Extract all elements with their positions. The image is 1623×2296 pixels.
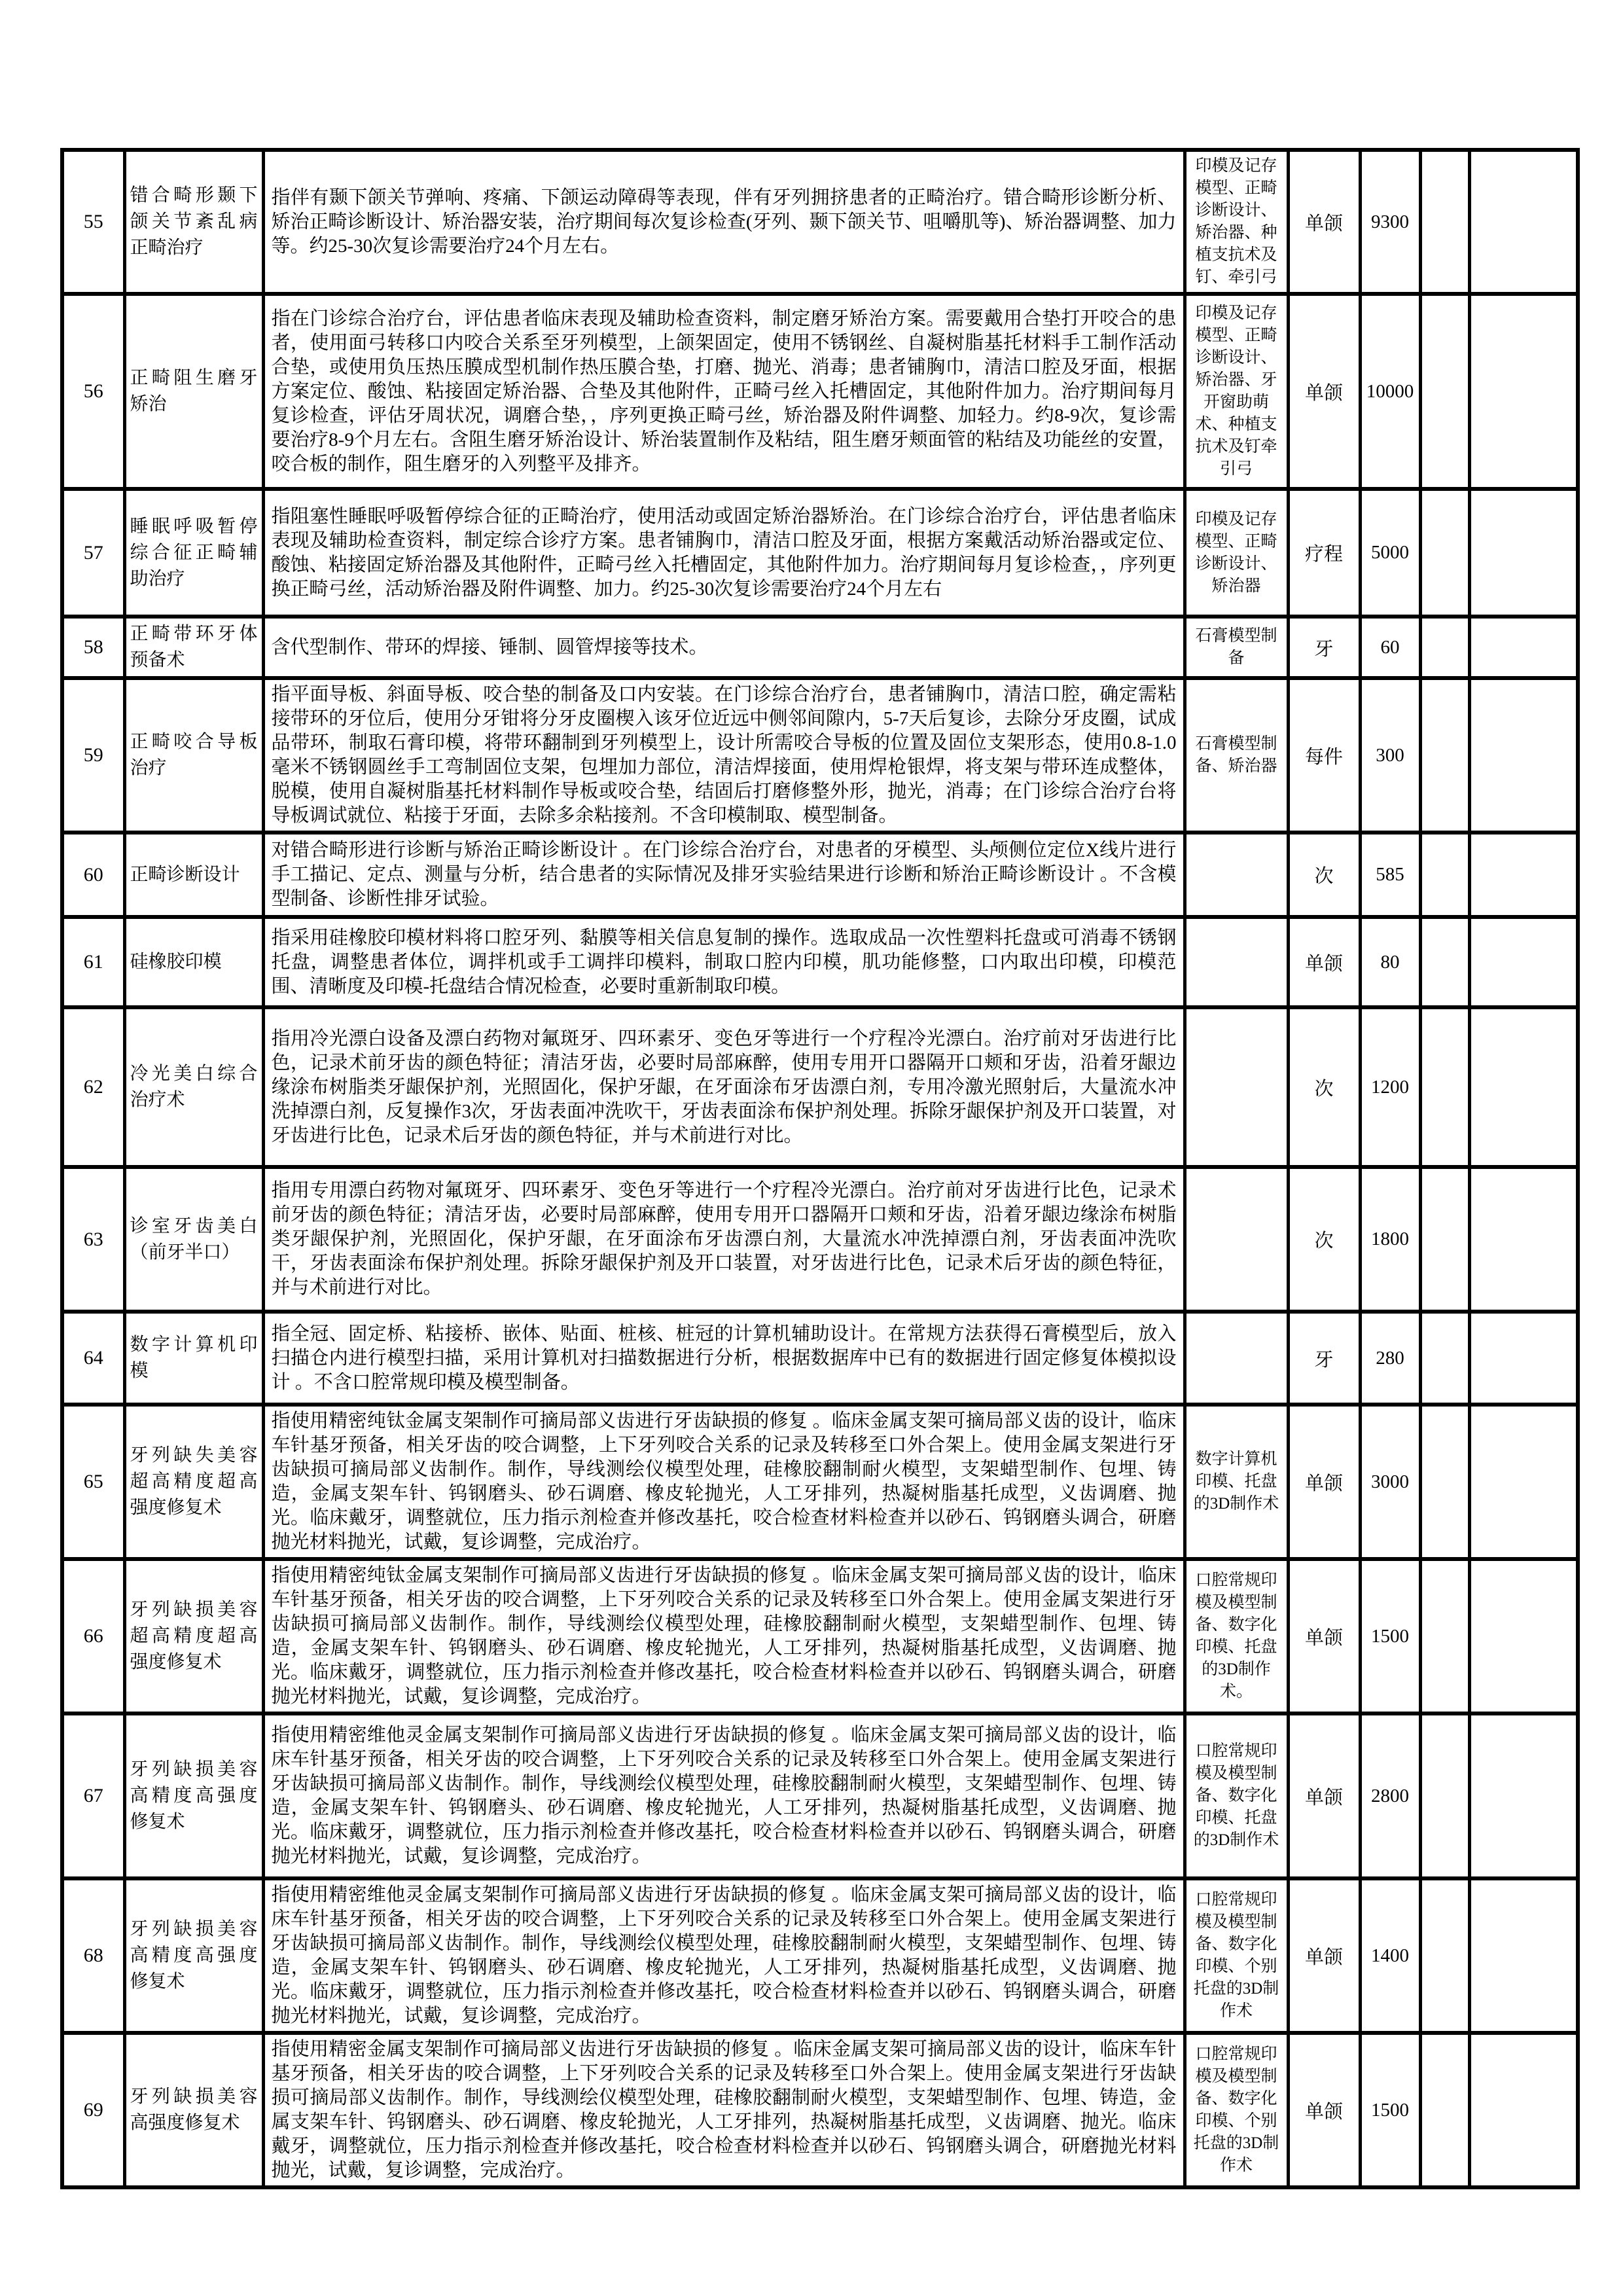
item-name-cell: 睡眠呼吸暂停综合征正畸辅助治疗 <box>124 489 263 617</box>
empty-cell <box>1420 1167 1469 1312</box>
item-name-cell: 牙列缺损美容高精度高强度修复术 <box>124 1713 263 1878</box>
empty-cell <box>1469 489 1578 617</box>
empty-cell <box>1420 1007 1469 1167</box>
empty-cell <box>1420 2033 1469 2187</box>
description-cell: 指用冷光漂白设备及漂白药物对氟斑牙、四环素牙、变色牙等进行一个疗程冷光漂白。治疗前对牙齿进行比色，记录术前牙齿的颜色特征；清洁牙齿，必要时局部麻醉，使用专用开口器隔开口颊和牙齿，沿着牙龈边缘涂布树脂类牙龈保护剂，光照固化，保护牙龈，在牙面涂布牙齿漂白剂，专用冷激光照射后，大量流水冲洗掉漂白剂，反复操作3次，牙齿表面冲洗吹干，牙齿表面涂布保护剂处理。拆除牙龈保护剂及开口装置，对牙齿进行比色，记录术后牙齿的颜色特征，并与术前进行对比。 <box>263 1007 1185 1167</box>
table-row <box>62 2033 1578 2187</box>
row-number-cell: 68 <box>62 1878 124 2033</box>
excluded-cell <box>1185 1007 1288 1167</box>
table-body <box>62 150 1578 2187</box>
table-row <box>62 1007 1578 1167</box>
table-row <box>62 1167 1578 1312</box>
empty-cell <box>1469 1713 1578 1878</box>
price-cell: 80 <box>1360 917 1420 1007</box>
item-name-cell: 冷光美白综合治疗术 <box>124 1007 263 1167</box>
price-cell: 1800 <box>1360 1167 1420 1312</box>
description-cell: 指使用精密金属支架制作可摘局部义齿进行牙齿缺损的修复 。临床金属支架可摘局部义齿的设计，临床车针基牙预备，相关牙齿的咬合调整，上下牙列咬合关系的记录及转移至口外合架上。使用金属支架进行牙齿缺损可摘局部义齿制作。制作，导线测绘仪模型处理，硅橡胶翻制耐火模型，支架蜡型制作、包埋、铸造，金属支架车针、钨钢磨头、砂石调磨、橡皮轮抛光，人工牙排列，热凝树脂基托成型，义齿调磨、抛光。临床戴牙，调整就位，压力指示剂检查并修改基托，咬合检查材料检查并以砂石、钨钢磨头调合，研磨抛光材料抛光，试戴，复诊调整，完成治疗。 <box>263 2033 1185 2187</box>
price-cell: 10000 <box>1360 294 1420 489</box>
row-number-cell: 59 <box>62 678 124 833</box>
row-number-cell: 62 <box>62 1007 124 1167</box>
table-row <box>62 150 1578 294</box>
row-number-cell: 61 <box>62 917 124 1007</box>
empty-cell <box>1469 294 1578 489</box>
unit-cell: 次 <box>1288 1007 1360 1167</box>
unit-cell: 单颌 <box>1288 917 1360 1007</box>
price-cell: 3000 <box>1360 1405 1420 1559</box>
table-row <box>62 489 1578 617</box>
description-cell: 含代型制作、带环的焊接、锤制、圆管焊接等技术。 <box>263 617 1185 678</box>
unit-cell: 单颌 <box>1288 150 1360 294</box>
price-cell: 1200 <box>1360 1007 1420 1167</box>
excluded-cell: 数字计算机印模、托盘的3D制作术 <box>1185 1405 1288 1559</box>
price-cell: 5000 <box>1360 489 1420 617</box>
table-row <box>62 294 1578 489</box>
empty-cell <box>1420 617 1469 678</box>
table-row <box>62 1405 1578 1559</box>
excluded-cell: 印模及记存模型、正畸诊断设计、矫治器、种植支抗术及钉、牵引弓 <box>1185 150 1288 294</box>
empty-cell <box>1420 1713 1469 1878</box>
unit-cell: 牙 <box>1288 617 1360 678</box>
description-cell: 指伴有颞下颌关节弹响、疼痛、下颌运动障碍等表现，伴有牙列拥挤患者的正畸治疗。错合畸形诊断分析、矫治正畸诊断设计、矫治器安装，治疗期间每次复诊检查(牙列、颞下颌关节、咀嚼肌等)、矫治器调整、加力等。约25-30次复诊需要治疗24个月左右。 <box>263 150 1185 294</box>
excluded-cell <box>1185 833 1288 917</box>
price-cell: 585 <box>1360 833 1420 917</box>
item-name-cell: 数字计算机印模 <box>124 1312 263 1405</box>
row-number-cell: 58 <box>62 617 124 678</box>
description-cell: 指平面导板、斜面导板、咬合垫的制备及口内安装。在门诊综合治疗台，患者铺胸巾，清洁口腔，确定需粘接带环的牙位后，使用分牙钳将分牙皮圈楔入该牙位近远中侧邻间隙内，5-7天后复诊，去除分牙皮圈，试成品带环，制取石膏印模，将带环翻制到牙列模型上，设计所需咬合导板的位置及固位支架形态，使用0.8-1.0毫米不锈钢圆丝手工弯制固位支架，包埋加力部位，清洁焊接面，使用焊枪银焊，将支架与带环连成整体，脱模，使用自凝树脂基托材料制作导板或咬合垫，结固后打磨修整外形，抛光，消毒；在门诊综合治疗台将导板调试就位、粘接于牙面，去除多余粘接剂。不含印模制取、模型制备。 <box>263 678 1185 833</box>
empty-cell <box>1469 2033 1578 2187</box>
empty-cell <box>1469 917 1578 1007</box>
row-number-cell: 69 <box>62 2033 124 2187</box>
table-row <box>62 1312 1578 1405</box>
row-number-cell: 63 <box>62 1167 124 1312</box>
table-row <box>62 1559 1578 1713</box>
empty-cell <box>1420 678 1469 833</box>
description-cell: 指使用精密维他灵金属支架制作可摘局部义齿进行牙齿缺损的修复 。临床金属支架可摘局部义齿的设计，临床车针基牙预备，相关牙齿的咬合调整，上下牙列咬合关系的记录及转移至口外合架上。使用金属支架进行牙齿缺损可摘局部义齿制作。制作，导线测绘仪模型处理，硅橡胶翻制耐火模型，支架蜡型制作、包埋、铸造，金属支架车针、钨钢磨头、砂石调磨、橡皮轮抛光，人工牙排列，热凝树脂基托成型，义齿调磨、抛光。临床戴牙，调整就位，压力指示剂检查并修改基托，咬合检查材料检查并以砂石、钨钢磨头调合，研磨抛光材料抛光，试戴，复诊调整，完成治疗。 <box>263 1713 1185 1878</box>
price-cell: 280 <box>1360 1312 1420 1405</box>
excluded-cell: 石膏模型制备 <box>1185 617 1288 678</box>
item-name-cell: 正畸诊断设计 <box>124 833 263 917</box>
price-cell: 1500 <box>1360 2033 1420 2187</box>
unit-cell: 次 <box>1288 1167 1360 1312</box>
description-cell: 指采用硅橡胶印模材料将口腔牙列、黏膜等相关信息复制的操作。选取成品一次性塑料托盘或可消毒不锈钢托盘，调整患者体位，调拌机或手工调拌印模料，制取口腔内印模，肌功能修整，口内取出印模，印模范围、清晰度及印模-托盘结合情况检查，必要时重新制取印模。 <box>263 917 1185 1007</box>
price-cell: 2800 <box>1360 1713 1420 1878</box>
empty-cell <box>1469 1007 1578 1167</box>
item-name-cell: 硅橡胶印模 <box>124 917 263 1007</box>
empty-cell <box>1420 1559 1469 1713</box>
unit-cell: 单颌 <box>1288 1878 1360 2033</box>
description-cell: 指全冠、固定桥、粘接桥、嵌体、贴面、桩核、桩冠的计算机辅助设计。在常规方法获得石膏模型后，放入扫描仓内进行模型扫描，采用计算机对扫描数据进行分析，根据数据库中已有的数据进行固定修复体模拟设计 。不含口腔常规印模及模型制备。 <box>263 1312 1185 1405</box>
description-cell: 指使用精密纯钛金属支架制作可摘局部义齿进行牙齿缺损的修复 。临床金属支架可摘局部义齿的设计，临床车针基牙预备，相关牙齿的咬合调整，上下牙列咬合关系的记录及转移至口外合架上。使用金属支架进行牙齿缺损可摘局部义齿制作。制作，导线测绘仪模型处理，硅橡胶翻制耐火模型，支架蜡型制作、包埋、铸造，金属支架车针、钨钢磨头、砂石调磨、橡皮轮抛光，人工牙排列，热凝树脂基托成型，义齿调磨、抛光。临床戴牙，调整就位，压力指示剂检查并修改基托，咬合检查材料检查并以砂石、钨钢磨头调合，研磨抛光材料抛光，试戴，复诊调整，完成治疗。 <box>263 1405 1185 1559</box>
item-name-cell: 牙列缺失美容超高精度超高强度修复术 <box>124 1405 263 1559</box>
empty-cell <box>1469 1878 1578 2033</box>
row-number-cell: 57 <box>62 489 124 617</box>
row-number-cell: 56 <box>62 294 124 489</box>
price-cell: 1400 <box>1360 1878 1420 2033</box>
excluded-cell <box>1185 1312 1288 1405</box>
item-name-cell: 正畸带环牙体预备术 <box>124 617 263 678</box>
table-row <box>62 917 1578 1007</box>
item-name-cell: 正畸阻生磨牙矫治 <box>124 294 263 489</box>
description-cell: 指使用精密纯钛金属支架制作可摘局部义齿进行牙齿缺损的修复 。临床金属支架可摘局部义齿的设计，临床车针基牙预备，相关牙齿的咬合调整，上下牙列咬合关系的记录及转移至口外合架上。使用金属支架进行牙齿缺损可摘局部义齿制作。制作，导线测绘仪模型处理，硅橡胶翻制耐火模型，支架蜡型制作、包埋、铸造，金属支架车针、钨钢磨头、砂石调磨、橡皮轮抛光，人工牙排列，热凝树脂基托成型，义齿调磨、抛光。临床戴牙，调整就位，压力指示剂检查并修改基托，咬合检查材料检查并以砂石、钨钢磨头调合，研磨抛光材料抛光，试戴，复诊调整，完成治疗。 <box>263 1559 1185 1713</box>
excluded-cell: 口腔常规印模及模型制备、数字化印模、托盘的3D制作术 <box>1185 1713 1288 1878</box>
row-number-cell: 55 <box>62 150 124 294</box>
item-name-cell: 牙列缺损美容超高精度超高强度修复术 <box>124 1559 263 1713</box>
empty-cell <box>1469 1405 1578 1559</box>
empty-cell <box>1420 1878 1469 2033</box>
unit-cell: 每件 <box>1288 678 1360 833</box>
unit-cell: 单颌 <box>1288 1713 1360 1878</box>
description-cell: 指使用精密维他灵金属支架制作可摘局部义齿进行牙齿缺损的修复 。临床金属支架可摘局部义齿的设计，临床车针基牙预备，相关牙齿的咬合调整，上下牙列咬合关系的记录及转移至口外合架上。使用金属支架进行牙齿缺损可摘局部义齿制作。制作，导线测绘仪模型处理，硅橡胶翻制耐火模型，支架蜡型制作、包埋、铸造，金属支架车针、钨钢磨头、砂石调磨、橡皮轮抛光，人工牙排列，热凝树脂基托成型，义齿调磨、抛光。临床戴牙，调整就位，压力指示剂检查并修改基托，咬合检查材料检查并以砂石、钨钢磨头调合，研磨抛光材料抛光，试戴，复诊调整，完成治疗。 <box>263 1878 1185 2033</box>
empty-cell <box>1420 489 1469 617</box>
excluded-cell: 印模及记存模型、正畸诊断设计、矫治器、牙开窗助萌术、种植支抗术及钉牵引弓 <box>1185 294 1288 489</box>
table-row <box>62 1878 1578 2033</box>
empty-cell <box>1469 150 1578 294</box>
empty-cell <box>1469 617 1578 678</box>
description-cell: 指在门诊综合治疗台，评估患者临床表现及辅助检查资料，制定磨牙矫治方案。需要戴用合垫打开咬合的患者，使用面弓转移口内咬合关系至牙列模型，上颌架固定，使用不锈钢丝、自凝树脂基托材料手工制作活动合垫，或使用负压热压膜成型机制作热压膜合垫，打磨、抛光、消毒；患者铺胸巾，清洁口腔及牙面，根据方案定位、酸蚀、粘接固定矫治器、合垫及其他附件，正畸弓丝入托槽固定，其他附件加力。治疗期间每月复诊检查，评估牙周状况，调磨合垫，，序列更换正畸弓丝，矫治器及附件调整、加轻力。约8-9次，复诊需要治疗8-9个月左右。含阻生磨牙矫治设计、矫治装置制作及粘结，阻生磨牙颊面管的粘结及功能丝的安置，咬合板的制作，阻生磨牙的入列整平及排齐。 <box>263 294 1185 489</box>
excluded-cell: 口腔常规印模及模型制备、数字化印模、托盘的3D制作术。 <box>1185 1559 1288 1713</box>
item-name-cell: 错合畸形颞下颌关节紊乱病正畸治疗 <box>124 150 263 294</box>
empty-cell <box>1469 833 1578 917</box>
row-number-cell: 67 <box>62 1713 124 1878</box>
unit-cell: 单颌 <box>1288 1405 1360 1559</box>
table-row <box>62 617 1578 678</box>
price-cell: 9300 <box>1360 150 1420 294</box>
item-name-cell: 正畸咬合导板治疗 <box>124 678 263 833</box>
price-cell: 60 <box>1360 617 1420 678</box>
unit-cell: 单颌 <box>1288 2033 1360 2187</box>
row-number-cell: 65 <box>62 1405 124 1559</box>
unit-cell: 次 <box>1288 833 1360 917</box>
excluded-cell: 口腔常规印模及模型制备、数字化印模、个别托盘的3D制作术 <box>1185 2033 1288 2187</box>
empty-cell <box>1420 294 1469 489</box>
excluded-cell <box>1185 917 1288 1007</box>
price-cell: 1500 <box>1360 1559 1420 1713</box>
price-cell: 300 <box>1360 678 1420 833</box>
unit-cell: 疗程 <box>1288 489 1360 617</box>
excluded-cell <box>1185 1167 1288 1312</box>
empty-cell <box>1420 833 1469 917</box>
empty-cell <box>1420 1312 1469 1405</box>
unit-cell: 牙 <box>1288 1312 1360 1405</box>
empty-cell <box>1469 678 1578 833</box>
empty-cell <box>1469 1167 1578 1312</box>
item-name-cell: 诊室牙齿美白（前牙半口） <box>124 1167 263 1312</box>
unit-cell: 单颌 <box>1288 294 1360 489</box>
item-name-cell: 牙列缺损美容高精度高强度修复术 <box>124 1878 263 2033</box>
description-cell: 指阻塞性睡眠呼吸暂停综合征的正畸治疗，使用活动或固定矫治器矫治。在门诊综合治疗台，评估患者临床表现及辅助检查资料，制定综合诊疗方案。患者铺胸巾，清洁口腔及牙面，根据方案戴活动矫治器或定位、酸蚀、粘接固定矫治器及其他附件，正畸弓丝入托槽固定，其他附件加力。治疗期间每月复诊检查，，序列更换正畸弓丝，活动矫治器及附件调整、加力。约25-30次复诊需要治疗24个月左右 <box>263 489 1185 617</box>
row-number-cell: 66 <box>62 1559 124 1713</box>
description-cell: 指用专用漂白药物对氟斑牙、四环素牙、变色牙等进行一个疗程冷光漂白。治疗前对牙齿进行比色，记录术前牙齿的颜色特征；清洁牙齿，必要时局部麻醉，使用专用开口器隔开口颊和牙齿，沿着牙龈边缘涂布树脂类牙龈保护剂，光照固化，保护牙龈，在牙面涂布牙齿漂白剂，大量流水冲洗掉漂白剂，牙齿表面冲洗吹干，牙齿表面涂布保护剂处理。拆除牙龈保护剂及开口装置，对牙齿进行比色，记录术后牙齿的颜色特征，并与术前进行对比。 <box>263 1167 1185 1312</box>
item-name-cell: 牙列缺损美容高强度修复术 <box>124 2033 263 2187</box>
empty-cell <box>1420 1405 1469 1559</box>
excluded-cell: 印模及记存模型、正畸诊断设计、矫治器 <box>1185 489 1288 617</box>
table-row <box>62 678 1578 833</box>
row-number-cell: 60 <box>62 833 124 917</box>
empty-cell <box>1420 917 1469 1007</box>
excluded-cell: 石膏模型制备、矫治器 <box>1185 678 1288 833</box>
empty-cell <box>1469 1559 1578 1713</box>
table-row <box>62 833 1578 917</box>
description-cell: 对错合畸形进行诊断与矫治正畸诊断设计 。在门诊综合治疗台，对患者的牙模型、头颅侧位定位X线片进行手工描记、定点、测量与分析，结合患者的实际情况及排牙实验结果进行诊断和矫治正畸诊断设计 。不含模型制备、诊断性排牙试验。 <box>263 833 1185 917</box>
excluded-cell: 口腔常规印模及模型制备、数字化印模、个别托盘的3D制作术 <box>1185 1878 1288 2033</box>
table-row <box>62 1713 1578 1878</box>
row-number-cell: 64 <box>62 1312 124 1405</box>
empty-cell <box>1420 150 1469 294</box>
service-price-table <box>60 148 1580 2189</box>
empty-cell <box>1469 1312 1578 1405</box>
unit-cell: 单颌 <box>1288 1559 1360 1713</box>
